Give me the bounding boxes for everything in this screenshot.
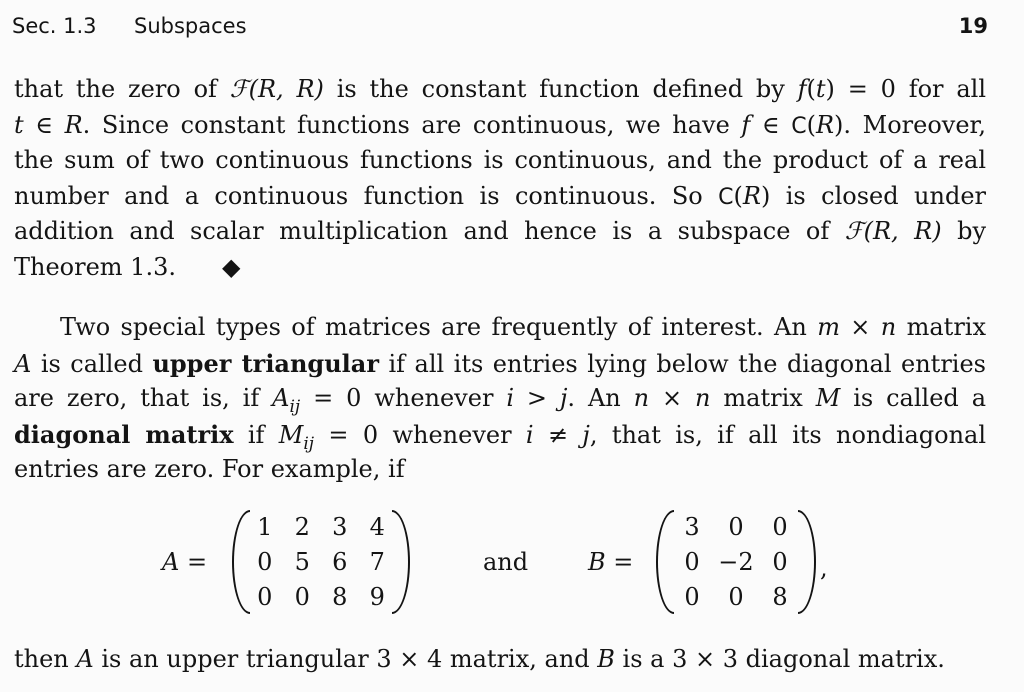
matrix-entry: 0 xyxy=(294,582,310,611)
matrix-examples xyxy=(0,508,1024,618)
matrix-row xyxy=(670,548,802,576)
matrix-entry: −2 xyxy=(718,547,754,576)
matrix-row xyxy=(246,548,396,576)
matrix-b-entries xyxy=(670,510,802,614)
text-run: > xyxy=(514,384,560,412)
math-symbol: ℱ xyxy=(844,217,864,245)
matrix-entry: 6 xyxy=(332,547,348,576)
text-run: ) = 0 for all xyxy=(825,75,986,103)
text-run: ( xyxy=(806,110,816,139)
matrix-entry: 0 xyxy=(257,547,273,576)
matrix-entry: 0 xyxy=(257,582,273,611)
text-run: ). Moreover, xyxy=(834,110,986,139)
page-header xyxy=(12,12,988,46)
math-symbol: f xyxy=(741,110,751,139)
math-symbol: t xyxy=(815,75,826,103)
text-run: number and a continuous function is continuous. So xyxy=(14,181,719,210)
text-run: by xyxy=(941,217,987,245)
text-line xyxy=(14,179,986,215)
matrix-entry: 4 xyxy=(369,513,385,542)
matrix-entry: 0 xyxy=(728,513,744,542)
matrix-entry: 8 xyxy=(332,582,348,611)
matrix-a xyxy=(232,508,410,618)
text-line xyxy=(14,108,986,144)
bold-term: upper triangular xyxy=(152,348,379,378)
math-symbol: f xyxy=(797,75,807,103)
text-run: then xyxy=(14,645,77,673)
text-run: matrix xyxy=(896,313,986,341)
matrix-a-entries xyxy=(246,510,396,614)
math-symbol: R xyxy=(815,110,835,139)
text-run: if all its entries lying below the diagonal entries xyxy=(378,349,986,378)
math-symbol: A xyxy=(272,384,290,412)
text-line xyxy=(14,250,986,286)
matrix-b xyxy=(656,508,816,618)
matrix-entry: 5 xyxy=(294,547,310,576)
matrix-b-label: B = xyxy=(588,548,634,576)
text-line xyxy=(14,346,986,382)
math-symbol: n xyxy=(880,313,897,341)
matrix-entry: 0 xyxy=(684,547,700,576)
text-run: ≠ xyxy=(533,420,583,449)
math-symbol: m xyxy=(817,313,840,341)
math-symbol: R xyxy=(742,181,761,210)
text-run: Theorem 1.3. xyxy=(14,252,176,281)
math-symbol: n xyxy=(695,384,711,412)
text-run: is called a xyxy=(840,384,987,412)
matrix-entry: 0 xyxy=(772,513,788,542)
text-run: Two special types of matrices are frequently of interest. An xyxy=(60,313,818,341)
paragraph-conclusion xyxy=(14,642,986,678)
text-run: . An xyxy=(567,384,634,412)
text-run: = 0 whenever xyxy=(300,384,507,412)
text-run: matrix xyxy=(710,384,816,412)
text-run: that the zero of xyxy=(14,75,230,103)
matrix-entry: 8 xyxy=(772,582,788,611)
text-line xyxy=(14,214,986,250)
text-run: if xyxy=(233,420,279,449)
matrix-row xyxy=(670,583,802,611)
matrix-entry: 7 xyxy=(369,547,385,576)
math-symbol: j xyxy=(582,420,590,449)
text-run: ( xyxy=(806,75,816,103)
matrix-entry: 1 xyxy=(257,513,273,542)
math-symbol: C xyxy=(791,113,807,139)
text-run: is called xyxy=(31,349,153,378)
math-symbol: n xyxy=(633,384,650,412)
text-line xyxy=(14,417,986,453)
math-symbol: j xyxy=(559,384,568,412)
text-line xyxy=(14,452,986,488)
math-symbol: A xyxy=(14,349,32,378)
matrix-entry: 0 xyxy=(684,582,700,611)
math-symbol: i xyxy=(506,384,515,412)
matrix-row xyxy=(670,513,802,541)
matrix-entry: 3 xyxy=(332,513,348,542)
section-title: Subspaces xyxy=(134,14,247,38)
math-symbol: t xyxy=(14,110,24,139)
paragraph-special-matrices xyxy=(14,310,986,488)
math-symbol: ℱ xyxy=(229,75,249,103)
page-number: 19 xyxy=(958,14,988,38)
text-run: is the constant function defined by xyxy=(323,75,798,103)
text-run: are zero, that is, if xyxy=(14,384,273,412)
text-line xyxy=(14,381,986,417)
matrix-a-right-paren xyxy=(392,510,410,614)
text-line xyxy=(14,72,986,108)
text-run: the sum of two continuous functions is continuous, and the product of a real xyxy=(14,146,986,174)
matrix-row xyxy=(246,513,396,541)
math-symbol: M xyxy=(278,420,304,449)
matrix-row xyxy=(246,583,396,611)
text-run: × xyxy=(839,313,881,341)
math-symbol: ij xyxy=(303,433,315,454)
matrix-b-right-paren xyxy=(798,510,816,614)
math-symbol: C xyxy=(718,184,734,210)
text-run: . Since constant functions are continuous, we have xyxy=(82,110,742,139)
text-line xyxy=(14,143,986,179)
math-symbol: (R, R) xyxy=(863,217,942,245)
matrix-a-label: A = xyxy=(162,548,208,576)
text-run: is a 3 × 3 diagonal matrix. xyxy=(614,645,945,673)
math-symbol: i xyxy=(525,420,534,449)
text-run: addition and scalar multiplication and hence is a subspace of xyxy=(14,217,845,245)
math-symbol: M xyxy=(815,384,841,412)
matrix-trailing-comma: , xyxy=(820,554,828,582)
math-symbol: (R, R) xyxy=(248,75,324,103)
math-symbol: ij xyxy=(289,396,301,417)
paragraph-continuous-functions xyxy=(14,72,986,285)
text-run: ( xyxy=(733,181,743,210)
matrix-connector: and xyxy=(483,548,529,576)
text-run: , that is, if all its nondiagonal xyxy=(589,420,987,449)
bold-term: diagonal matrix xyxy=(14,419,234,449)
text-line xyxy=(14,310,986,346)
section-number: Sec. 1.3 xyxy=(12,14,97,38)
text-run: ∈ xyxy=(23,110,65,139)
matrix-entry: 0 xyxy=(772,547,788,576)
matrix-entry: 2 xyxy=(294,513,310,542)
text-run: entries are zero. For example, if xyxy=(14,455,405,483)
math-symbol: R xyxy=(64,110,83,139)
math-symbol: B xyxy=(597,645,615,673)
text-line xyxy=(14,642,986,678)
matrix-entry: 3 xyxy=(684,513,700,542)
math-symbol: A xyxy=(76,645,94,673)
text-run: = 0 whenever xyxy=(314,420,526,449)
text-run: × xyxy=(649,384,696,412)
matrix-entry: 9 xyxy=(369,582,385,611)
matrix-entry: 0 xyxy=(728,582,744,611)
text-run: ∈ xyxy=(750,110,792,139)
end-of-example-mark: ◆ xyxy=(221,252,241,281)
text-run: ) is closed under xyxy=(760,181,986,210)
text-run: is an upper triangular 3 × 4 matrix, and xyxy=(93,645,598,673)
